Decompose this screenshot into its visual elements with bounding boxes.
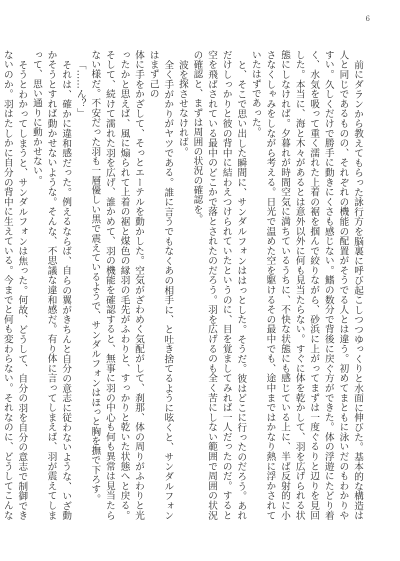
page-number: 6 xyxy=(365,15,370,23)
dialogue-line: 「……ん？」 xyxy=(74,59,86,118)
paragraph: 波を探させなければ。 xyxy=(176,59,188,157)
paragraph: 前にダランから教えてもらった詠行方を脳裏に呼び起こしつつゆっくりと水面に伸びた。基本的な構造は人と同じであるものの、それぞれの機能の配置がそうでる人とは違う。初めてまともに泳いだのもわかりやすい。久しくだけで勝手に動きにくさも感じない。鰭の数分で背後に戻ぐ方ができた。体の浮遊にたどり着く、水気を吸って重く濡れた上着の裾を掴んで絞りながら、砂浜に上がってまずは一度ぐるりと辺りを見回した。本当に、海と木々があるとは意外以外に何も見当たらない。すぐに体を乾かして、羽を広げられる状態にしなければ。夕暮れが時間空気に満ちているうちに、不快な状態にも感じている上に、半ば反射的に小さなくしゃみをしながら考える。日光で温めた空を駆けるその最中でも、途中まではかなり熱に浮かされていたはずであった。 xyxy=(249,50,363,520)
paragraph: と、そこで思い出した瞬間に、サンダルフォンははっとした。そうだ。彼はどこに行ったのだろう。あれだけしっかりと彼の背中に結わえつけられていたというのに、目を覚ましてみれば一人だったのだ。すると空を飛ばされている最中のどこかで落とされたのだろう。羽を広げるのも全く苦にしない範囲で周囲の状況の確認と、まずは周囲の状況の確認を。 xyxy=(191,50,247,520)
paragraph: それは、確かに違和感だった。例えるならば、自らの翼がきちんと自分の意志に従わないような、いざ動かそうとすれば動かせないような。そんな、不思議な違和感だ。有り体に言ってしまえば、羽が震えてしまって、思い通りに動かせない。 xyxy=(30,50,72,520)
paragraph: 全く手がかりがヤツである。誰に言うでもなくあの相手に、と吐き捨てるように呟くと、サンダルフォンはまず己の xyxy=(147,50,174,520)
vertical-text-body xyxy=(1,50,364,520)
paragraph: そうとわかってしまうと、サンダルフォンは焦った。何故、どうして、自分の羽を自分の意志で制御できないのか。羽はたしかに自分の背中に生えている。今までと何も変わらない。それなのに、どうしてこんな xyxy=(1,50,28,520)
paragraph: 体に手をかざして、そっとエーテルを動かした。空気がざわめく気配がして、刹那、体の周りがふわりと光ったかと思えば、風に煽られて上着の裾と煤色の縁羽の毛先がふわりと、すっかりと乾いた状態へと戻る。そして、続けて濡れた羽を広げ、誰かめて、羽の機能を確認すると、無事に羽の中心も何も異常は見当たらない様だ。不安だった羽も一層優しい黒で震えているようで、サンダルフォンはほっと胸を撫で下ろす。 xyxy=(89,50,145,520)
